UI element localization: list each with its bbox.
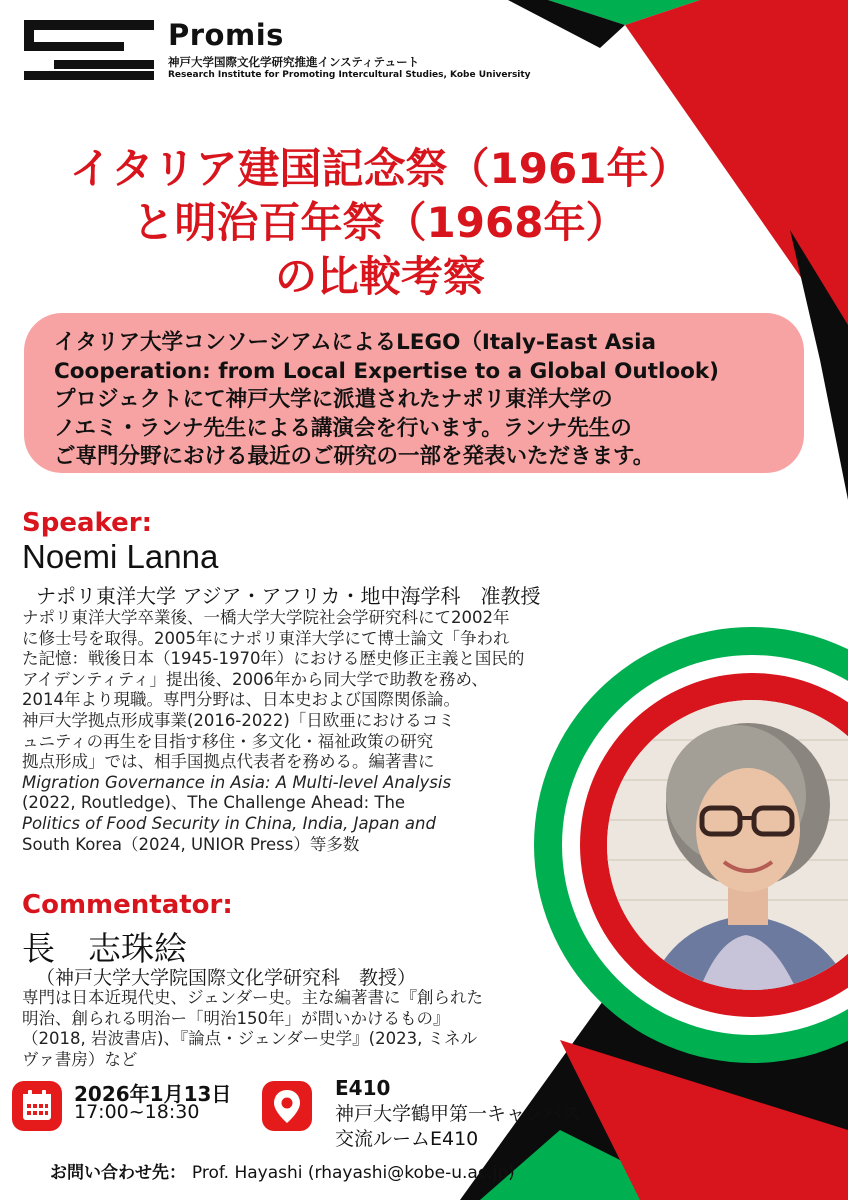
bio-line: ナポリ東洋大学卒業後、一橋大学大学院社会学研究科にて2002年 <box>22 608 510 627</box>
contact-label: お問い合わせ先： <box>50 1163 186 1183</box>
bio-line: ュニティの再生を目指す移住・多文化・福祉政策の研究 <box>22 731 434 751</box>
event-room: E410 <box>335 1076 391 1100</box>
description-line: ご専門分野における最近のご研究の一部を発表いただきます。 <box>54 444 655 469</box>
logo-title: Promis <box>168 18 284 52</box>
speaker-affiliation: ナポリ東洋大学 アジア・アフリカ・地中海学科 准教授 <box>36 584 541 608</box>
description-line: プロジェクトにて神戸大学に派遣されたナポリ東洋大学の <box>54 387 613 412</box>
speaker-label: Speaker: <box>22 508 152 538</box>
description-line: ノエミ・ランナ先生による講演会を行います。ランナ先生の <box>54 415 632 441</box>
bio-line: アイデンティティ」提出後、2006年から同大学で助教を務め、 <box>22 669 488 689</box>
promis-logo-mark <box>24 20 154 80</box>
bio-line: た記憶：戦後日本（1945-1970年）における歴史修正主義と国民的 <box>22 649 525 669</box>
bio-line: 2014年より現職。専門分野は、日本史および国際関係論。 <box>22 690 460 710</box>
speaker-name: Noemi Lanna <box>22 538 219 575</box>
event-date: 2026年1月13日 <box>74 1082 232 1106</box>
calendar-icon <box>12 1081 62 1131</box>
bio-line: 明治、創られる明治ー「明治150年」が問いかけるもの』 <box>22 1008 450 1028</box>
contact-email[interactable]: Prof. Hayashi (rhayashi@kobe-u.ac.jp) <box>191 1163 515 1183</box>
page-title <box>20 142 740 304</box>
logo-subtitle-ja: 神戸大学国際文化学研究推進インスティテュート <box>168 55 420 69</box>
description-box <box>24 313 804 473</box>
description-line: イタリア大学コンソーシアムによるLEGO（Italy-East Asia <box>54 330 657 355</box>
bio-line: Migration Governance in Asia: A Multi-level Analysis <box>22 772 452 792</box>
event-hall: 交流ルームE410 <box>335 1128 479 1150</box>
title-line-3: の比較考察 <box>274 252 485 301</box>
bio-line: South Korea（2024, UNIOR Press）等多数 <box>22 834 360 854</box>
event-campus: 神戸大学鶴甲第一キャンパス <box>335 1103 581 1125</box>
event-time: 17:00~18:30 <box>74 1101 200 1123</box>
bio-line: （2018, 岩波書店)、『論点・ジェンダー史学』(2023, ミネル <box>22 1029 478 1049</box>
commentator-bio <box>22 988 582 1070</box>
title-line-1: イタリア建国記念祭（1961年） <box>69 144 691 193</box>
speaker-photo <box>606 700 848 992</box>
bio-line: 拠点形成」では、相手国拠点代表者を務める。編著書に <box>22 752 435 772</box>
logo-subtitle-en: Research Institute for Promoting Intercultural Studies, Kobe University <box>168 70 531 80</box>
description-line: Cooperation: from Local Expertise to a Global Outlook) <box>54 358 720 384</box>
bio-line: (2022, Routledge)、The Challenge Ahead: The <box>22 793 406 813</box>
bio-line: ヴァ書房）など <box>22 1049 138 1069</box>
contact-info <box>50 1158 515 1183</box>
location-pin-icon <box>262 1081 312 1131</box>
title-line-2: と明治百年祭（1968年） <box>132 198 628 247</box>
bio-line: Politics of Food Security in China, India, Japan and <box>22 813 436 833</box>
speaker-bio <box>22 608 622 855</box>
bio-line: 専門は日本近現代史、ジェンダー史。主な編著書に『創られた <box>22 988 484 1007</box>
bio-line: に修士号を取得。2005年にナポリ東洋大学にて博士論文「争われ <box>22 628 510 648</box>
commentator-name: 長 志珠絵 <box>22 929 187 968</box>
commentator-label: Commentator: <box>22 890 233 920</box>
bio-line: 神戸大学拠点形成事業(2016-2022)「日欧亜におけるコミ <box>22 710 455 730</box>
commentator-affiliation: （神戸大学大学院国際文化学研究科 教授） <box>36 967 417 989</box>
